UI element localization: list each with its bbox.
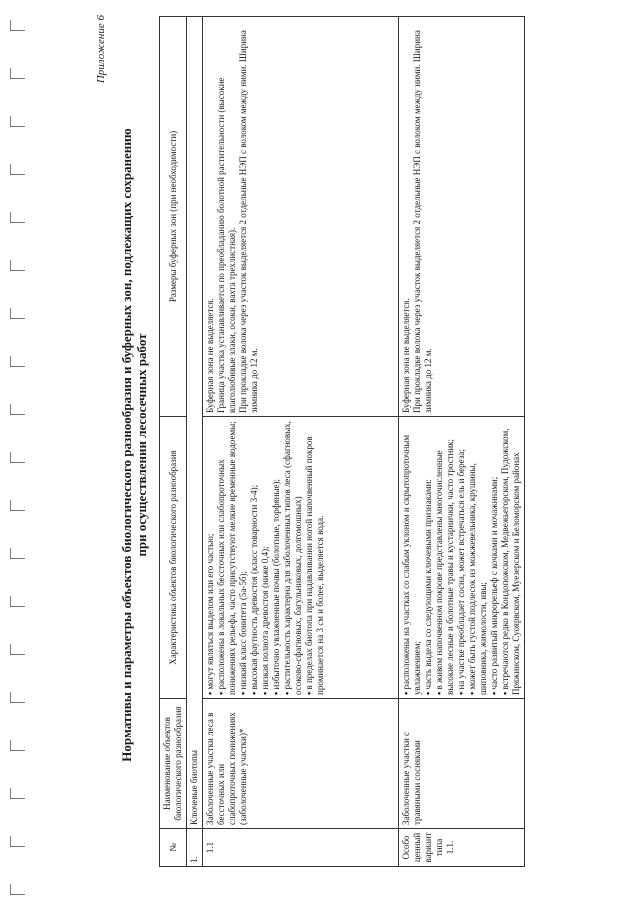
row-name: Заболоченные участки леса в бессточных или слабопроточных понижениях (заболоченные участки)*	[203, 699, 399, 829]
characteristic-item: ▪ часто развитый микрорельеф с кочками и мочажинами;	[489, 420, 500, 695]
document-title	[119, 5, 149, 885]
section-num: 1.	[187, 829, 203, 867]
buffer-line: При прокладке волока через участок выделяется 2 отдельные НЭП с волоком между ними. Ширина зимника до 12 м.	[238, 30, 259, 413]
characteristic-item: ▪ в живом напочвенном покрове представлены многочисленные высокие лесные и болотные травы и кустарнички, часто тростник;	[434, 420, 456, 695]
characteristic-item: ▪ избыточно увлажненные почвы (болотные, торфяные);	[271, 420, 282, 695]
buffer-line: Буферная зона не выделяется.	[205, 298, 215, 413]
buffer-line: Буферная зона не выделяется.	[401, 298, 411, 413]
characteristic-item: ▪ на участке преобладает сосна, может встречаться ель и береза;	[456, 420, 467, 695]
title-line-1: Нормативы и параметры объектов биологического разнообразия и буферных зон, подлежащих сохранению	[119, 128, 134, 762]
characteristic-item: ▪ расположены на участках со слабым уклоном и скрытопроточным увлажнением;	[401, 420, 423, 695]
rotated-document	[95, 5, 585, 885]
table-row	[203, 17, 399, 867]
characteristic-item: ▪ растительность характерна для заболоченных типов леса (сфагновых, осоково-сфагновых, багульниковых, долгомошных)	[282, 420, 304, 695]
row-buffer	[203, 17, 399, 417]
table-header-row	[160, 17, 187, 867]
characteristic-item: ▪ в пределах биотопа при надавливании ногой напочвенный покров проминается на 3 см и более, выделяется вода.	[304, 420, 326, 695]
header-characteristics: Характеристика объектов биологического разнообразия	[160, 417, 187, 699]
title-line-2: при осуществлении лесосечных работ	[134, 333, 149, 557]
row-name: Заболоченные участки с травяными сосняками	[399, 699, 525, 829]
binder-holes	[10, 0, 32, 905]
row-buffer	[399, 17, 525, 417]
header-buffer: Размеры буферных зон (при необходимости)	[160, 17, 187, 417]
appendix-label: Приложение 6	[95, 15, 107, 84]
characteristic-item: ▪ часть выдела со следующими ключевыми признаками:	[423, 420, 434, 695]
row-num: 1.1	[203, 829, 399, 867]
section-row	[187, 17, 203, 867]
characteristic-item: ▪ низкий класс бонитета (5а-5б);	[238, 420, 249, 695]
buffer-line: При прокладке волока через участок выделяется 2 отдельные НЭП с волоком между ними. Ширина зимника до 12 м.	[412, 30, 433, 413]
header-name: Наименование объектов биологического разнообразия	[160, 699, 187, 829]
characteristic-item: ▪ высокая фаутность древостоя (класс товарности 3-4);	[249, 420, 260, 695]
header-num: №	[160, 829, 187, 867]
row-characteristics	[399, 417, 525, 699]
buffer-line: Граница участка устанавливается по преобладанию болотной растительности (высокие влаголюбивые злаки, осоки, вахта трехлистная).	[216, 77, 237, 413]
characteristic-item: ▪ встречаются редко в Кондопожском, Медвежьегорском, Пудожском, Пряжинском, Суоярвском, Муезерском и Беломорском районах	[500, 420, 522, 695]
characteristic-item: ▪ низкая полнота древостоя (ниже 0,4);	[260, 420, 271, 695]
table-row	[399, 17, 525, 867]
row-characteristics	[203, 417, 399, 699]
section-label: Ключевые биотопы	[187, 17, 203, 829]
norms-table	[159, 16, 525, 867]
characteristic-item: ▪ могут являться выделом или его частью;	[205, 420, 216, 695]
characteristic-item: ▪ может быть густой подлесок из можжевельника, крушины, шиповника, жимолости, ивы;	[467, 420, 489, 695]
row-num: Особо ценный вариант типа 1.1.	[399, 829, 525, 867]
characteristic-item: ▪ расположены в локальных бессточных или слабопроточных понижениях рельефа, часто присутствуют мелкие временные водоемы;	[216, 420, 238, 695]
